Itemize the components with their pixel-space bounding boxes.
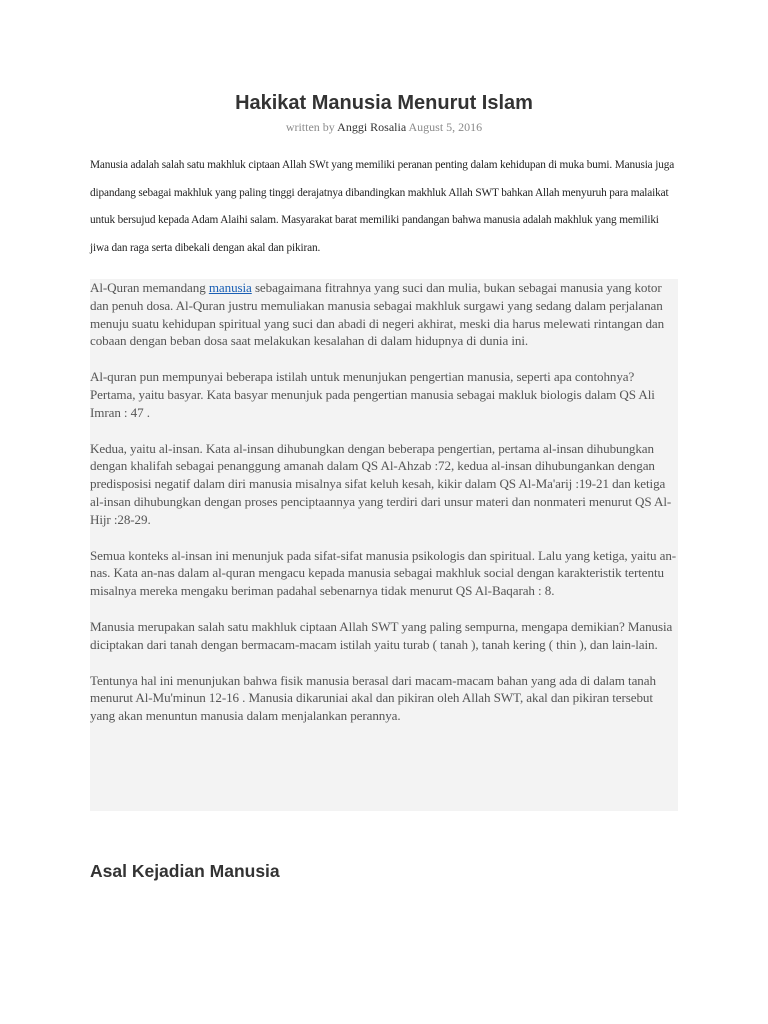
quote-paragraph-5: Manusia merupakan salah satu makhluk ciptaan Allah SWT yang paling sempurna, mengapa demikian? Manusia diciptakan dari tanah dengan bermacam-macam istilah yaitu turab ( tanah ), tanah kering ( thin ), dan lain-lain. [90,618,673,652]
article-title: Hakikat Manusia Menurut Islam [235,92,533,114]
byline-prefix: written by [285,120,335,134]
quote-block [90,279,678,811]
section-heading: Asal Kejadian Manusia [90,861,280,881]
quote-paragraph-1 [90,279,678,350]
article-byline [0,120,768,135]
quote-paragraph-4: Semua konteks al-insan ini menunjuk pada sifat-sifat manusia psikologis dan spiritual. Lalu yang ketiga, yaitu an-nas. Kata an-nas dalam al-quran mengacu kepada manusia sebagai makhluk social dengan karakteristik tertentu misalnya mereka mengaku beriman padahal sebenarnya tidak menurut QS Al-Baqarah : 8. [90,547,677,599]
byline-date: August 5, 2016 [408,120,483,134]
quote-p1-text-after: sebagaimana fitrahnya yang suci dan mulia, bukan sebagai manusia yang kotor dan penuh dosa. Al-Quran justru memuliakan manusia sebagai makhluk surgawi yang sedang dalam perjalanan menuju suatu kehidupan spiritual yang suci dan abadi di negeri akhirat, meski dia harus melewati rintangan dan cobaan dengan beban dosa saat melakukan kesalahan di dalam hidupnya di dunia ini. [90,280,665,349]
intro-paragraph-block [90,152,678,262]
quote-paragraph-6: Tentunya hal ini menunjukan bahwa fisik manusia berasal dari macam-macam bahan yang ada di dalam tanah menurut Al-Mu'minun 12-16 . Manusia dikaruniai akal dan pikiran oleh Allah SWT, akal dan pikiran tersebut yang akan menuntun manusia dalam menjalankan perannya. [90,672,656,724]
intro-paragraph: Manusia adalah salah satu makhluk ciptaan Allah SWt yang memiliki peranan penting dalam kehidupan di muka bumi. Manusia juga dipandang sebagai makhluk yang paling tinggi derajatnya dibandingkan makhluk Allah SWT bahkan Allah menyuruh para malaikat untuk bersujud kepada Adam Alaihi salam. Masyarakat barat memiliki pandangan bahwa manusia adalah makhluk yang memiliki jiwa dan raga serta dibekali dengan akal dan pikiran. [90,159,675,254]
byline-author[interactable]: Anggi Rosalia [337,120,407,134]
quote-p1-text-before: Al-Quran memandang [90,280,209,295]
quote-paragraph-3: Kedua, yaitu al-insan. Kata al-insan dihubungkan dengan beberapa pengertian, pertama al-insan dihubungkan dengan khalifah sebagai penanggung amanah dalam QS Al-Ahzab :72, kedua al-insan dihubungankan dengan predisposisi negatif dalam diri manusia misalnya sifat keluh kesah, kikir dalam QS Al-Ma'arij :19-21 dan ketiga al-insan dihubungkan dengan proses penciptaannya yang terdiri dari unsur materi dan nonmateri menurut QS Al-Hijr :28-29. [90,440,672,527]
manusia-link[interactable]: manusia [208,280,252,295]
quote-paragraph-2: Al-quran pun mempunyai beberapa istilah untuk menunjukan pengertian manusia, seperti apa contohnya? Pertama, yaitu basyar. Kata basyar menunjuk pada pengertian manusia sebagai makluk biologis dalam QS Ali Imran : 47 . [90,369,655,420]
